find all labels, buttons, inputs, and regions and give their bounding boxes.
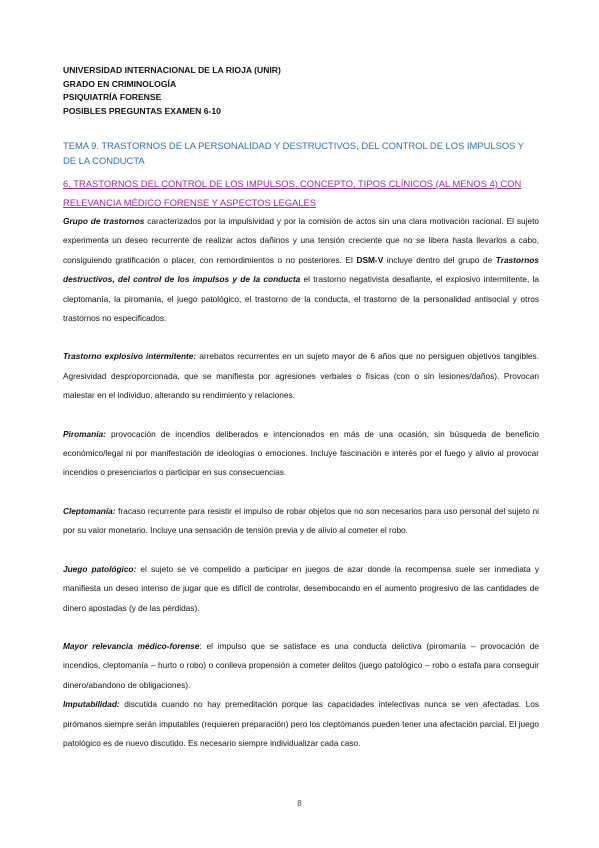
term-cleptomania: Cleptomanía: [63,505,116,516]
relevancia-text: : el impulso que se satisface es una conducta delictiva (piromanía – provocación de incendios, cleptomanía – hurto o robo) o conlleva propensión a cometer delitos (juego patológico – robo o estafa para conseguir dinero/abandono de obligaciones). [63,640,539,690]
term-grupo: Grupo de trastornos [63,216,145,226]
term-piromania: Piromanía: [63,428,106,439]
topic-title: TEMA 9. TRASTORNOS DE LA PERSONALIDAD Y DESTRUCTIVOS, DEL CONTROL DE LOS IMPULSOS Y DE LA CONDUCTA [63,140,524,166]
term-dsm: DSM-V [356,254,384,265]
paragraph-explosivo [63,347,539,405]
intro-text-c: el trastorno negativista desafiante, el explosivo intermitente, la cleptomanía, la piromanía, el juego patológico, el trastorno de la conducta, el trastorno de la personalidad antisocial y otros trastornos no especificados. [63,274,539,324]
term-imputabilidad: Imputabilidad: [63,699,120,710]
imputabilidad-text: discutida cuando no hay premeditación porque las capacidades intelectivas nunca se ven afectadas. Los pirómanos siempre serán imputables (requieren preparación) pero los cleptómanos pueden tener una afectación parcial. El juego patológico es de nuevo discutido. Es necesario siempre individualizar cada caso. [63,699,539,748]
cleptomania-text: fracaso recurrente para resistir el impulso de robar objetos que no son necesarios para uso personal del sujeto ni por su valor monetario. Incluye una sensación de tensión previa y de alivio al cometer el robo. [63,505,539,536]
paragraph-piromania [63,425,539,483]
section-title: 6. TRASTORNOS DEL CONTROL DE LOS IMPULSOS. CONCEPTO, TIPOS CLÍNICOS (AL MENOS 4) CON RELEVANCIA MÉDICO FORENSE Y ASPECTOS LEGALES [63,178,522,208]
intro-text-b: incluye dentro del grupo de [383,254,496,265]
header-subject: PSIQUIATRÍA FORENSE [63,92,162,102]
paragraph-imputabilidad [63,695,539,753]
page-content [63,64,539,753]
page-number: 8 [297,799,302,808]
paragraph-juego [63,560,539,618]
header-exam: POSIBLES PREGUNTAS EXAMEN 6-10 [63,105,221,116]
header-degree: GRADO EN CRIMINOLOGÍA [63,78,177,89]
term-relevancia: Mayor relevancia médico-forense [63,640,200,651]
term-explosivo: Trastorno explosivo intermitente: [63,351,197,362]
term-group-name: Trastornos destructivos, del control de los impulsos y de la conducta [63,254,539,285]
header-university: UNIVERSIDAD INTERNACIONAL DE LA RIOJA (UNIR) [63,65,281,75]
paragraph-intro [63,212,539,328]
paragraph-cleptomania [63,502,539,541]
juego-text: el sujeto se ve compelido a participar en juegos de azar donde la recompensa suele ser inmediata y manifiesta un deseo intenso de jugar que es difícil de controlar, desembocando en el aumento progresivo de las cantidades de dinero apostadas (y de las pérdidas). [63,563,540,613]
piromania-text: provocación de incendios deliberados e intencionados en más de una ocasión, sin búsqueda de beneficio económico/legal ni por manifestación de ideologías o emociones. Incluye fascinación e interés por el fuego y alivio al provocar incendios o presenciarlos o participar en sus consecuencias. [63,428,539,478]
term-juego: Juego patológico: [63,563,137,574]
paragraph-relevancia [63,637,539,695]
intro-text-a: caracterizados por la impulsividad y por la comisión de actos sin una clara motivación racional. El sujeto experimenta un deseo recurrente de realizar actos dañinos y una tensión creciente que no se libera hasta llevarlos a cabo, consiguiendo gratificación o placer, con remordimientos o no posteriores. El [63,216,539,265]
explosivo-text: arrebatos recurrentes en un sujeto mayor de 6 años que no persiguen objetivos tangibles. Agresividad desproporcionada, que se manifiesta por agresiones verbales o físicas (con o sin lesiones/daños). Provocan malestar en el individuo, alterando su rendimiento y relaciones. [63,351,539,401]
